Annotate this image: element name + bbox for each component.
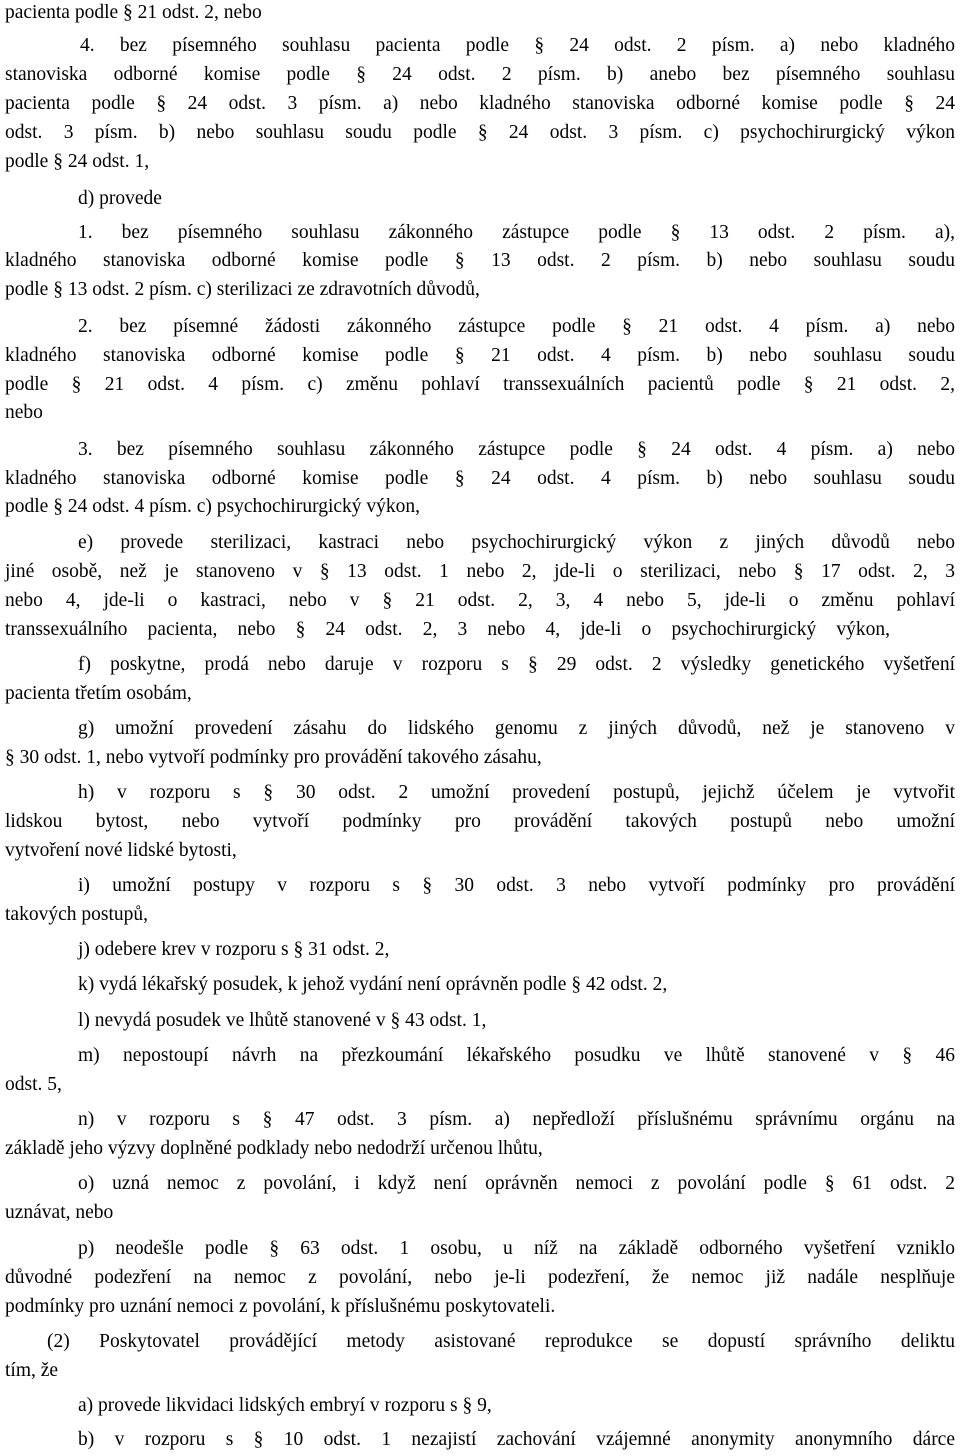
text-line: tím, že	[5, 1360, 59, 1381]
text-line: podle § 24 odst. 4 písm. c) psychochirurgický výkon,	[5, 496, 421, 517]
text-line: odst. 5,	[5, 1074, 62, 1095]
text-line: podle § 21 odst. 4 písm. c) změnu pohlaví transsexuálních pacientů podle § 21 odst. 2,	[5, 374, 955, 395]
text-line: kladného stanoviska odborné komise podle § 13 odst. 2 písm. b) nebo souhlasu soudu	[5, 250, 955, 271]
text-line: e) provede sterilizaci, kastraci nebo psychochirurgický výkon z jiných důvodů nebo	[78, 532, 955, 553]
text-line: § 30 odst. 1, nebo vytvoří podmínky pro provádění takového zásahu,	[5, 747, 542, 768]
text-line: kladného stanoviska odborné komise podle § 21 odst. 4 písm. b) nebo souhlasu soudu	[5, 345, 955, 366]
text-line: d) provede	[78, 188, 162, 209]
text-line: stanoviska odborné komise podle § 24 odst. 2 písm. b) anebo bez písemného souhlasu	[5, 64, 955, 85]
text-line: odst. 3 písm. b) nebo souhlasu soudu podle § 24 odst. 3 písm. c) psychochirurgický výkon	[5, 122, 955, 143]
text-line: o) uzná nemoc z povolání, i když není oprávněn nemoci z povolání podle § 61 odst. 2	[78, 1173, 955, 1194]
text-line: l) nevydá posudek ve lhůtě stanovené v § 43 odst. 1,	[78, 1010, 487, 1031]
text-line: 3. bez písemného souhlasu zákonného zástupce podle § 24 odst. 4 písm. a) nebo	[78, 439, 955, 460]
text-line: kladného stanoviska odborné komise podle § 24 odst. 4 písm. b) nebo souhlasu soudu	[5, 468, 955, 489]
text-line: lidskou bytost, nebo vytvoří podmínky pro provádění takových postupů nebo umožní	[5, 811, 955, 832]
text-line: n) v rozporu s § 47 odst. 3 písm. a) nepředloží příslušnému správnímu orgánu na	[78, 1109, 955, 1130]
text-line: nebo 4, jde-li o kastraci, nebo v § 21 odst. 2, 3, 4 nebo 5, jde-li o změnu pohlaví	[5, 590, 955, 611]
text-line: a) provede likvidaci lidských embryí v rozporu s § 9,	[78, 1395, 492, 1416]
text-line: 4. bez písemného souhlasu pacienta podle § 24 odst. 2 písm. a) nebo kladného	[80, 35, 955, 56]
text-line: b) v rozporu s § 10 odst. 1 nezajistí zachování vzájemné anonymity anonymního dárce	[78, 1429, 955, 1450]
text-line: jiné osobě, než je stanoveno v § 13 odst. 1 nebo 2, jde-li o sterilizaci, nebo § 17 odst. 2, 3	[5, 561, 955, 582]
text-line: vytvoření nové lidské bytosti,	[5, 840, 237, 861]
text-line: podmínky pro uznání nemoci z povolání, k příslušnému poskytovateli.	[5, 1296, 556, 1317]
text-line: m) nepostoupí návrh na přezkoumání lékařského posudku ve lhůtě stanovené v § 46	[78, 1045, 955, 1066]
text-line: takových postupů,	[5, 904, 148, 925]
text-line: podle § 13 odst. 2 písm. c) sterilizaci ze zdravotních důvodů,	[5, 279, 480, 300]
text-line: g) umožní provedení zásahu do lidského genomu z jiných důvodů, než je stanoveno v	[78, 718, 955, 739]
text-line: j) odebere krev v rozporu s § 31 odst. 2,	[78, 939, 390, 960]
text-line: p) neodešle podle § 63 odst. 1 osobu, u níž na základě odborného vyšetření vzniklo	[78, 1238, 955, 1259]
text-line: h) v rozporu s § 30 odst. 2 umožní provedení postupů, jejichž účelem je vytvořit	[78, 782, 955, 803]
text-line: (2) Poskytovatel provádějící metody asistované reprodukce se dopustí správního deliktu	[47, 1331, 955, 1352]
text-line: 2. bez písemné žádosti zákonného zástupce podle § 21 odst. 4 písm. a) nebo	[78, 316, 955, 337]
text-line: podle § 24 odst. 1,	[5, 151, 150, 172]
text-line: uznávat, nebo	[5, 1202, 114, 1223]
text-line: pacienta podle § 21 odst. 2, nebo	[5, 2, 262, 23]
text-line: základě jeho výzvy doplněné podklady nebo nedodrží určenou lhůtu,	[5, 1138, 543, 1159]
text-line: nebo	[5, 402, 43, 423]
text-line: 1. bez písemného souhlasu zákonného zástupce podle § 13 odst. 2 písm. a),	[78, 222, 955, 243]
text-line: i) umožní postupy v rozporu s § 30 odst. 3 nebo vytvoří podmínky pro provádění	[78, 875, 955, 896]
text-line: transsexuálního pacienta, nebo § 24 odst. 2, 3 nebo 4, jde-li o psychochirurgický výkon,	[5, 619, 890, 640]
text-line: pacienta třetím osobám,	[5, 683, 192, 704]
text-line: f) poskytne, prodá nebo daruje v rozporu s § 29 odst. 2 výsledky genetického vyšetření	[78, 654, 955, 675]
text-line: k) vydá lékařský posudek, k jehož vydání není oprávněn podle § 42 odst. 2,	[78, 974, 668, 995]
text-line: důvodné podezření na nemoc z povolání, nebo je-li podezření, že nemoc již nadále nesplňuje	[5, 1267, 955, 1288]
text-line: pacienta podle § 24 odst. 3 písm. a) nebo kladného stanoviska odborné komise podle § 24	[5, 93, 955, 114]
